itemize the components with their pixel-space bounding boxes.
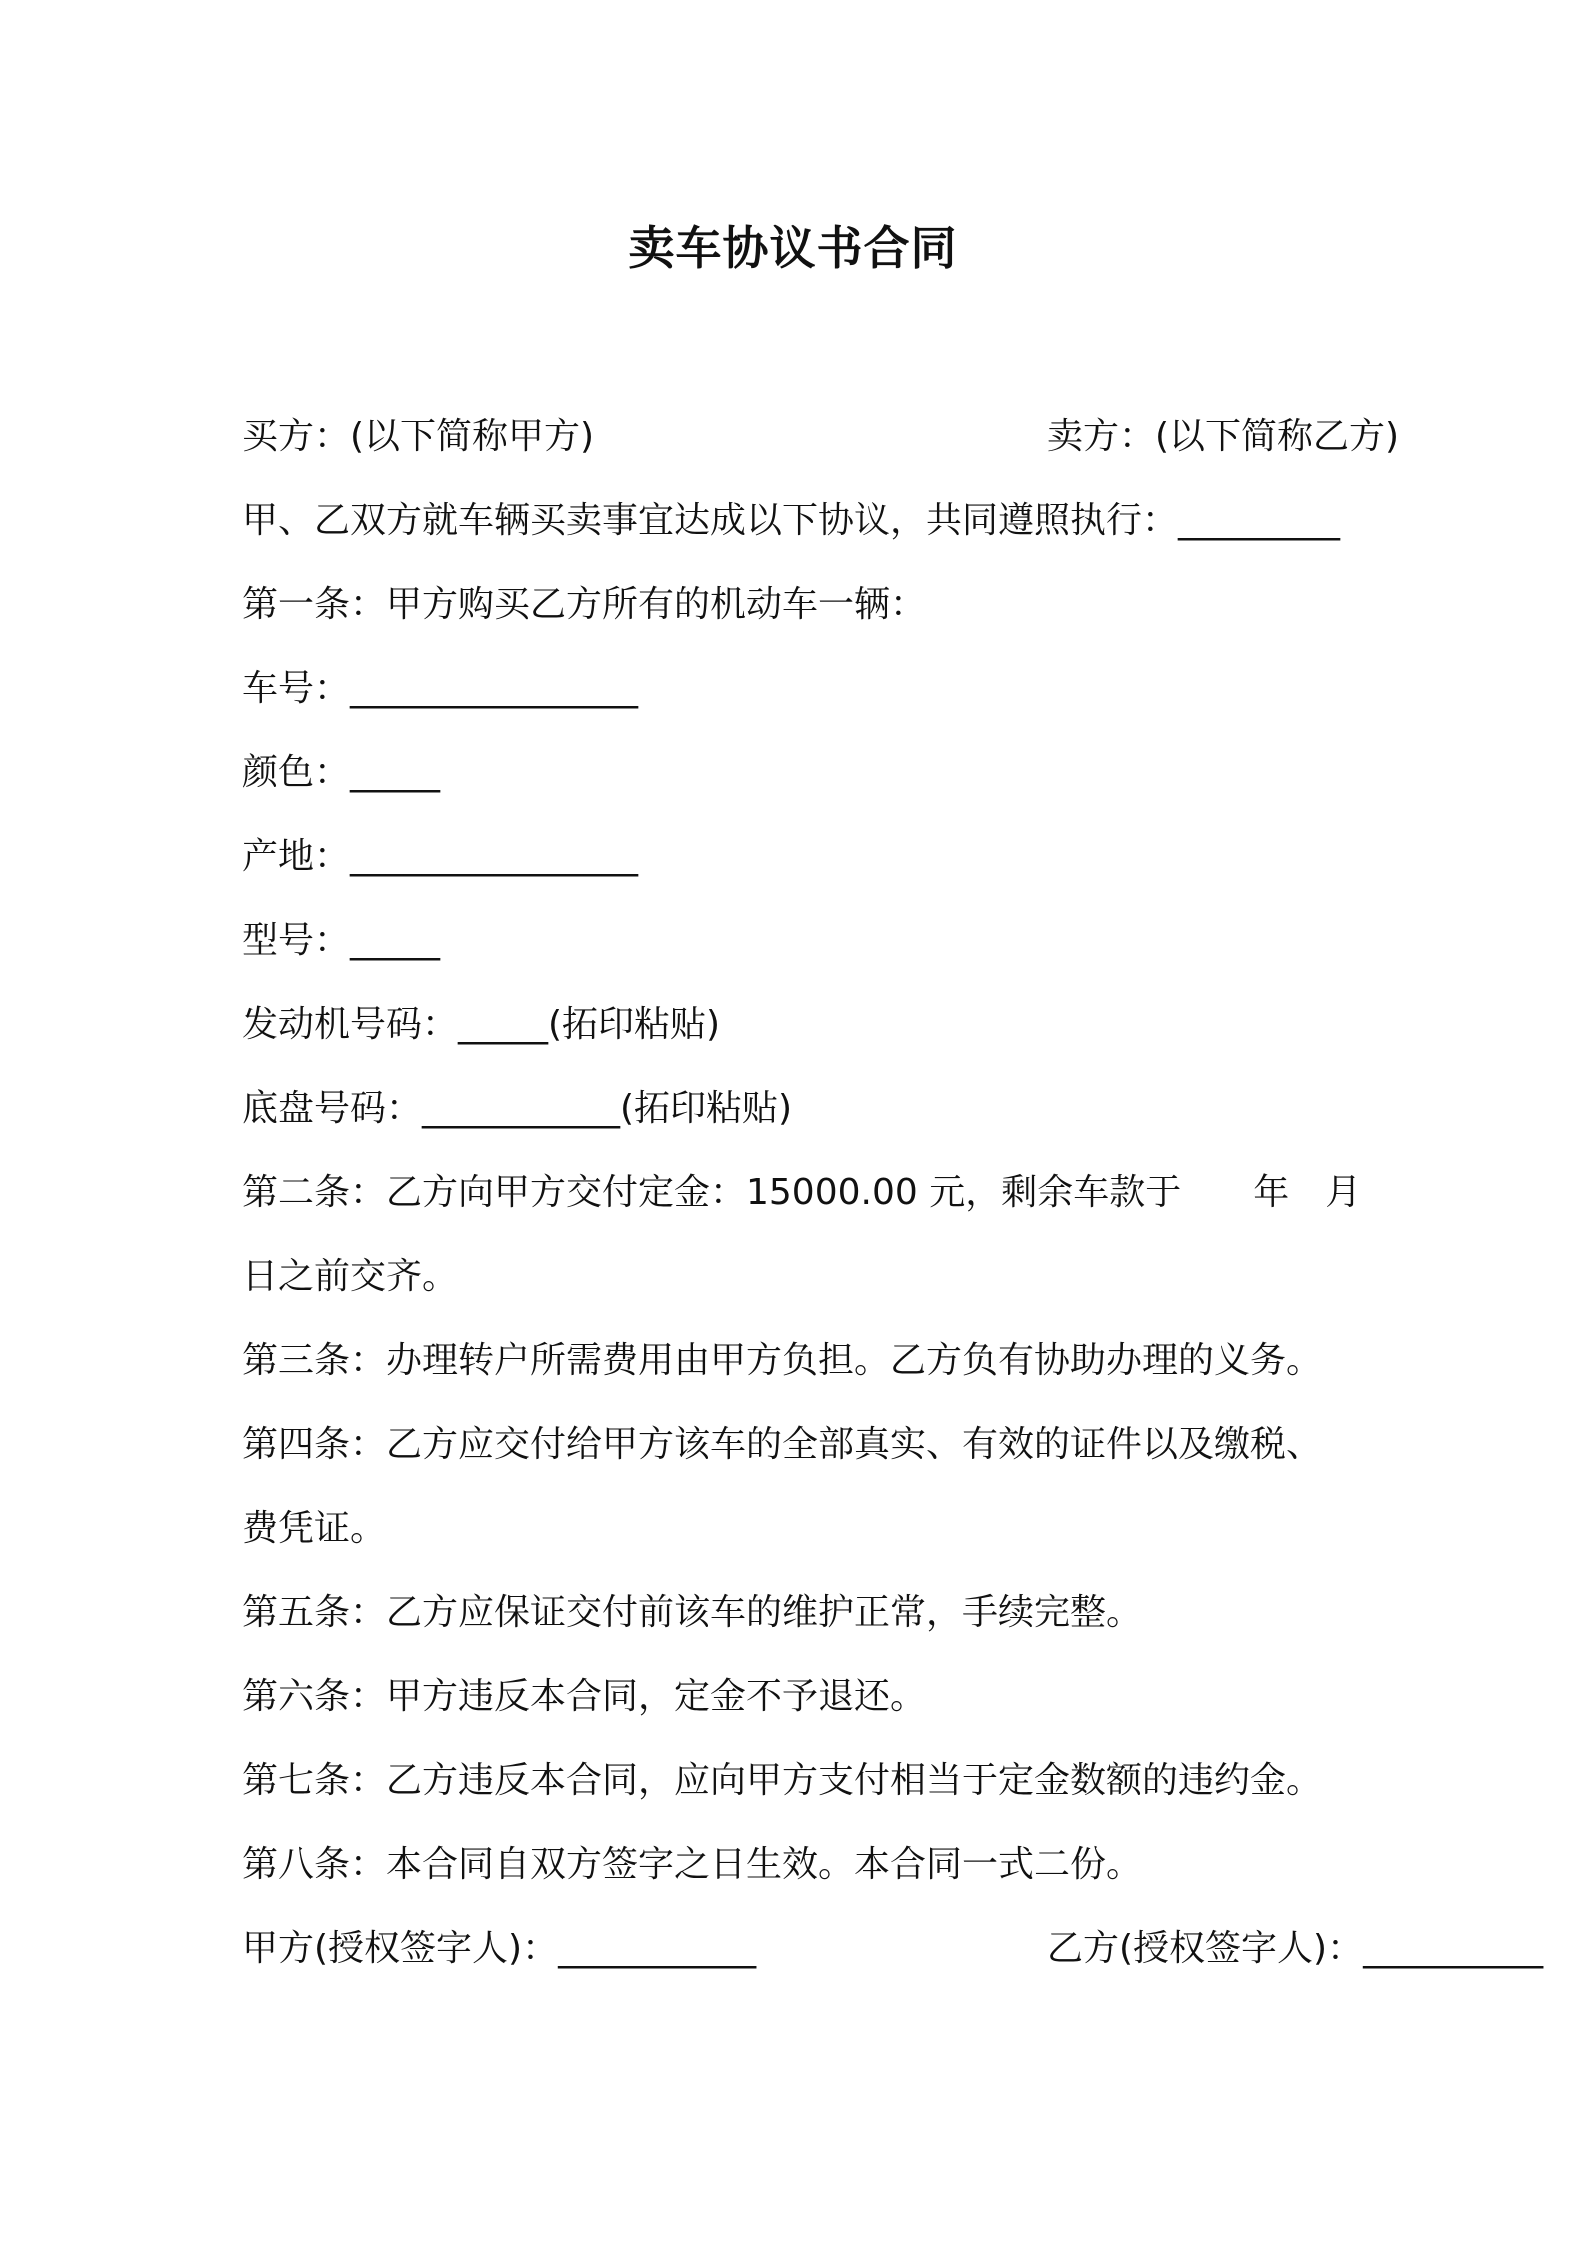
- article-7: 第七条：乙方违反本合同，应向甲方支付相当于定金数额的违约金。: [242, 1760, 1323, 1801]
- article-3: 第三条：办理转户所需费用由甲方负担。乙方负有协助办理的义务。: [242, 1340, 1323, 1381]
- seller-label: 卖方：(以下简称乙方): [1047, 416, 1400, 457]
- article-5: 第五条：乙方应保证交付前该车的维护正常，手续完整。: [242, 1592, 1143, 1633]
- article-4-line-1: 第四条：乙方应交付给甲方该车的全部真实、有效的证件以及缴税、: [242, 1424, 1323, 1465]
- party-b-signature: 乙方(授权签字人)：__________: [1047, 1928, 1544, 1969]
- article-2-line-1: 第二条：乙方向甲方交付定金：15000.00 元，剩余车款于 年 月: [242, 1172, 1362, 1213]
- origin-field: 产地：________________: [242, 836, 639, 877]
- signature-line: [242, 1924, 1544, 1974]
- plate-number-field: 车号：________________: [242, 668, 639, 709]
- article-8: 第八条：本合同自双方签字之日生效。本合同一式二份。: [242, 1844, 1143, 1885]
- intro-paragraph: 甲、乙双方就车辆买卖事宜达成以下协议，共同遵照执行：_________: [242, 500, 1341, 541]
- buyer-label: 买方：(以下简称甲方): [242, 416, 595, 457]
- engine-number-field: 发动机号码：_____(拓印粘贴): [242, 1004, 721, 1045]
- document-title: 卖车协议书合同: [628, 221, 958, 275]
- party-a-signature: 甲方(授权签字人)：___________: [242, 1928, 757, 1969]
- color-field: 颜色：_____: [242, 752, 441, 793]
- chassis-number-field: 底盘号码：___________(拓印粘贴): [242, 1088, 793, 1129]
- article-6: 第六条：甲方违反本合同，定金不予退还。: [242, 1676, 927, 1717]
- parties-line: [242, 412, 1400, 462]
- model-field: 型号：_____: [242, 920, 441, 961]
- article-1: 第一条：甲方购买乙方所有的机动车一辆：: [242, 584, 927, 625]
- article-2-line-2: 日之前交齐。: [242, 1256, 459, 1297]
- article-4-line-2: 费凭证。: [242, 1508, 387, 1549]
